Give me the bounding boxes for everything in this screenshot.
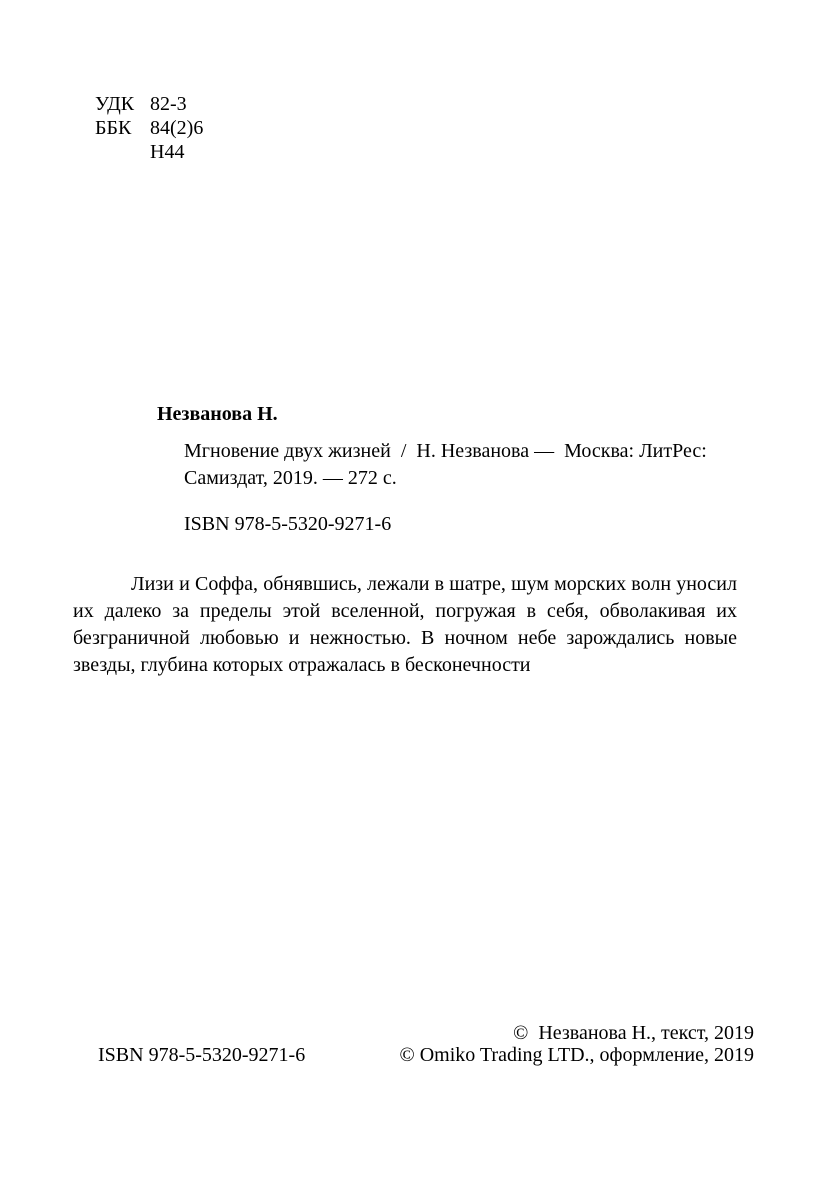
author-sign-label [95, 140, 150, 164]
author-sign-value: Н44 [150, 141, 185, 163]
classification-block [95, 92, 203, 164]
bbk-label: ББК [95, 117, 132, 139]
bbk-row [95, 116, 203, 140]
author-sign-row [95, 140, 203, 164]
copyright-text-line: © Незванова Н., текст, 2019 [513, 1022, 754, 1044]
author-name: Незванова Н. [157, 403, 278, 425]
annotation-paragraph: Лизи и Соффа, обнявшись, лежали в шатре, шум морских волн уносил их далеко за пределы этой вселенной, погружая в себя, обволакивая их безграничной любовью и нежностью. В ночном небе зарождались новые звезды, глубина которых отражалась в бесконечности [73, 573, 737, 676]
udc-row [95, 92, 203, 116]
isbn-bottom: ISBN 978-5-5320-9271-6 [98, 1044, 306, 1066]
udc-label: УДК [95, 93, 135, 115]
bibliographic-citation: Мгновение двух жизней / Н. Незванова — Москва: ЛитРес: Самиздат, 2019. — 272 с. [184, 440, 712, 489]
udc-value: 82-3 [150, 93, 187, 115]
copyright-design-line: © Omiko Trading LTD., оформление, 2019 [399, 1044, 754, 1066]
bbk-value: 84(2)6 [150, 117, 204, 139]
isbn-number: ISBN 978-5-5320-9271-6 [184, 513, 392, 535]
